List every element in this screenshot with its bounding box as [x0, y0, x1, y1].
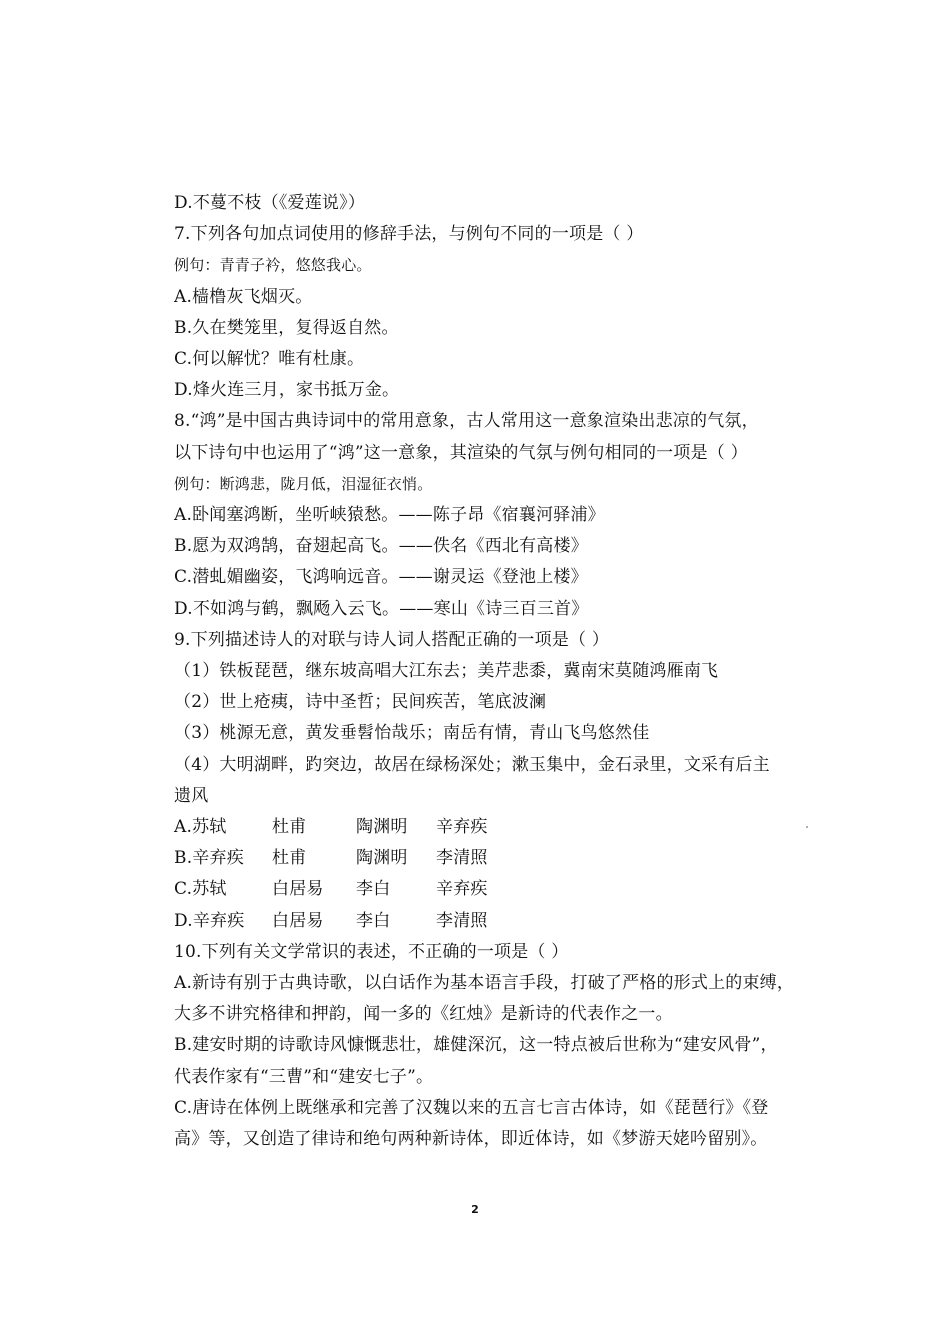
q9-couplet-2: （2）世上疮痍，诗中圣哲；民间疾苦，笔底波澜	[174, 692, 547, 713]
q10-option-b-line1: B.建安时期的诗歌诗风慷慨悲壮，雄健深沉，这一特点被后世称为“建安风骨”，	[174, 1035, 778, 1056]
option-name: 陶渊明	[356, 817, 408, 838]
option-name: 辛弃疾	[436, 879, 488, 900]
option-label: D.辛弃疾	[174, 910, 245, 931]
q10-stem: 10.下列有关文学常识的表述，不正确的一项是（ ）	[174, 941, 569, 962]
q9-option-a	[174, 812, 774, 843]
q9-stem: 9.下列描述诗人的对联与诗人词人搭配正确的一项是（ ）	[174, 629, 610, 650]
q9-couplet-3: （3）桃源无意，黄发垂髫怡哉乐；南岳有情，青山飞鸟悠然佳	[174, 723, 650, 744]
q10-option-c-line1: C.唐诗在体例上既继承和完善了汉魏以来的五言七言古体诗，如《琵琶行》《登	[174, 1097, 769, 1118]
option-label: A.苏轼	[174, 817, 227, 838]
option-name: 杜甫	[272, 848, 307, 869]
q8-stem-line2: 以下诗句中也运用了“鸿”这一意象，其渲染的气氛与例句相同的一项是（ ）	[174, 442, 748, 463]
q8-option-d: D.不如鸿与鹤，飘飏入云飞。——寒山《诗三百三首》	[174, 598, 589, 619]
q7-option-a: A.樯橹灰飞烟灭。	[174, 286, 313, 307]
q9-couplet-4: （4）大明湖畔，趵突边，故居在绿杨深处；漱玉集中，金石录里，文采有后主	[174, 754, 770, 775]
q8-example: 例句：断鸿悲，陇月低，泪湿征衣悄。	[174, 474, 433, 493]
q7-example: 例句：青青子衿，悠悠我心。	[174, 256, 372, 275]
scan-speck	[806, 826, 808, 828]
q7-stem: 7.下列各句加点词使用的修辞手法，与例句不同的一项是（ ）	[174, 224, 644, 245]
q9-option-d	[174, 906, 774, 937]
page-number: 2	[471, 1203, 479, 1216]
q8-option-a: A.卧闻塞鸿断，坐听峡猿愁。——陈子昂《宿襄河驿浦》	[174, 505, 605, 526]
q10-option-b-line2: 代表作家有“三曹”和“建安七子”。	[174, 1066, 434, 1087]
q10-option-a-line2: 大多不讲究格律和押韵，闻一多的《红烛》是新诗的代表作之一。	[174, 1004, 673, 1025]
option-name: 辛弃疾	[436, 817, 488, 838]
q7-option-d: D.烽火连三月，家书抵万金。	[174, 380, 400, 401]
option-label: C.苏轼	[174, 879, 227, 900]
option-name: 李白	[356, 910, 391, 931]
page-content	[174, 188, 795, 1155]
q10-option-a-line1: A.新诗有别于古典诗歌，以白话作为基本语言手段，打破了严格的形式上的束缚，	[174, 973, 795, 994]
q8-option-b: B.愿为双鸿鹄，奋翅起高飞。——佚名《西北有高楼》	[174, 536, 588, 557]
option-name: 李清照	[436, 910, 488, 931]
option-name: 李白	[356, 879, 391, 900]
q8-option-c: C.潜虬媚幽姿，飞鸿响远音。——谢灵运《登池上楼》	[174, 567, 588, 588]
option-name: 白居易	[272, 910, 324, 931]
q7-option-c: C.何以解忧？唯有杜康。	[174, 349, 365, 370]
option-name: 杜甫	[272, 817, 307, 838]
q10-option-c-line2: 高》等，又创造了律诗和绝句两种新诗体，即近体诗，如《梦游天姥吟留别》。	[174, 1129, 768, 1150]
q6-option-d: D.不蔓不枝（《爱莲说》）	[174, 193, 366, 213]
option-name: 李清照	[436, 848, 488, 869]
q9-couplet-4-cont: 遗风	[174, 785, 209, 806]
q8-stem-line1: 8.“鸿”是中国古典诗词中的常用意象，古人常用这一意象渲染出悲凉的气氛，	[174, 411, 759, 432]
option-name: 白居易	[272, 879, 324, 900]
option-name: 陶渊明	[356, 848, 408, 869]
q9-option-b	[174, 843, 774, 874]
q9-option-c	[174, 874, 774, 905]
q7-option-b: B.久在樊笼里，复得返自然。	[174, 317, 399, 338]
q9-couplet-1: （1）铁板琵琶，继东坡高唱大江东去；美芹悲黍，冀南宋莫随鸿雁南飞	[174, 661, 719, 682]
option-label: B.辛弃疾	[174, 848, 244, 869]
